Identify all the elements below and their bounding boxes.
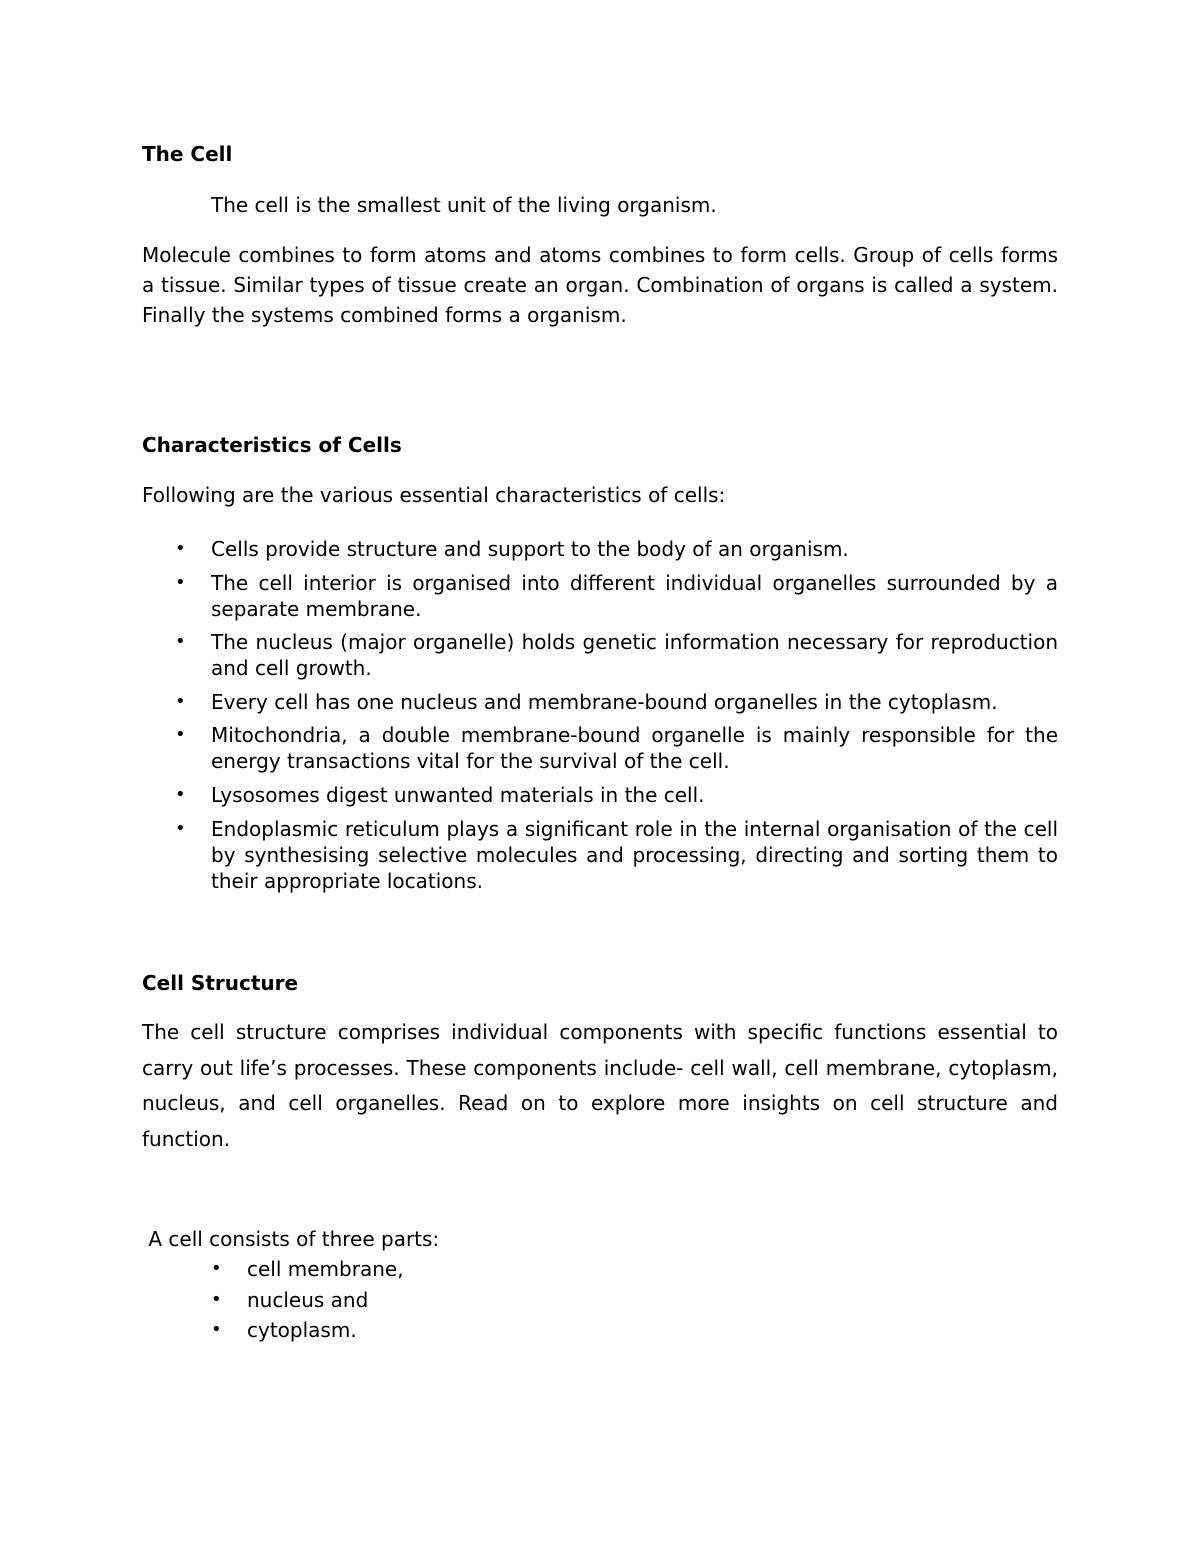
- list-item: [142, 1285, 742, 1316]
- list-item: [142, 722, 1058, 774]
- list-item: [142, 782, 1058, 808]
- list-item: [142, 1315, 742, 1346]
- list-item: [142, 629, 1058, 681]
- cell-parts-list: [142, 1254, 742, 1346]
- bullet-icon: •: [211, 1319, 222, 1340]
- bullet-icon: •: [175, 690, 186, 712]
- heading-the-cell: The Cell: [142, 142, 233, 166]
- bullet-icon: •: [211, 1258, 222, 1279]
- list-item-text: Endoplasmic reticulum plays a significant role in the internal organisation of the cell by synthesising selective molecules and processing, directing and sorting them to their appropriate locations.: [211, 816, 1058, 893]
- bullet-icon: •: [175, 631, 186, 653]
- list-item-text: Every cell has one nucleus and membrane-bound organelles in the cytoplasm.: [211, 689, 998, 714]
- list-item-text: nucleus and: [247, 1287, 369, 1312]
- bullet-icon: •: [175, 817, 186, 839]
- characteristics-intro: Following are the various essential characteristics of cells:: [142, 483, 726, 507]
- list-item-text: cytoplasm.: [247, 1318, 357, 1342]
- list-item: [142, 570, 1058, 622]
- list-item: [142, 816, 1058, 894]
- bullet-icon: •: [175, 571, 186, 593]
- bullet-icon: •: [175, 783, 186, 805]
- heading-cell-structure: Cell Structure: [142, 971, 299, 995]
- list-item-text: Lysosomes digest unwanted materials in the cell.: [211, 782, 705, 807]
- characteristics-list: [142, 536, 1058, 901]
- list-item: [142, 536, 1058, 562]
- list-item-text: The cell interior is organised into different individual organelles surrounded by a separate membrane.: [211, 570, 1058, 621]
- bullet-icon: •: [211, 1288, 222, 1310]
- list-item-text: cell membrane,: [247, 1257, 404, 1281]
- bullet-icon: •: [175, 724, 186, 746]
- list-item-text: Mitochondria, a double membrane-bound organelle is mainly responsible for the energy transactions vital for the survival of the cell.: [211, 723, 1058, 774]
- list-item-text: The nucleus (major organelle) holds genetic information necessary for reproduction and cell growth.: [211, 630, 1058, 681]
- cell-parts-intro: A cell consists of three parts:: [142, 1227, 440, 1251]
- heading-characteristics: Characteristics of Cells: [142, 433, 402, 457]
- list-item: [142, 1254, 742, 1285]
- list-item: [142, 689, 1058, 715]
- bullet-icon: •: [175, 538, 186, 559]
- cell-definition: The cell is the smallest unit of the living organism.: [211, 193, 717, 217]
- list-item-text: Cells provide structure and support to the body of an organism.: [211, 537, 849, 561]
- cell-structure-paragraph: The cell structure comprises individual components with specific functions essential to carry out life’s processes. These components include- cell wall, cell membrane, cytoplasm, nucleus, and cell organelles. Read on to explore more insights on cell structure and function.: [142, 1020, 1058, 1151]
- cell-hierarchy-paragraph: Molecule combines to form atoms and atoms combines to form cells. Group of cells forms a tissue. Similar types of tissue create an organ. Combination of organs is called a system. Finally the systems combined forms a organism.: [142, 243, 1058, 327]
